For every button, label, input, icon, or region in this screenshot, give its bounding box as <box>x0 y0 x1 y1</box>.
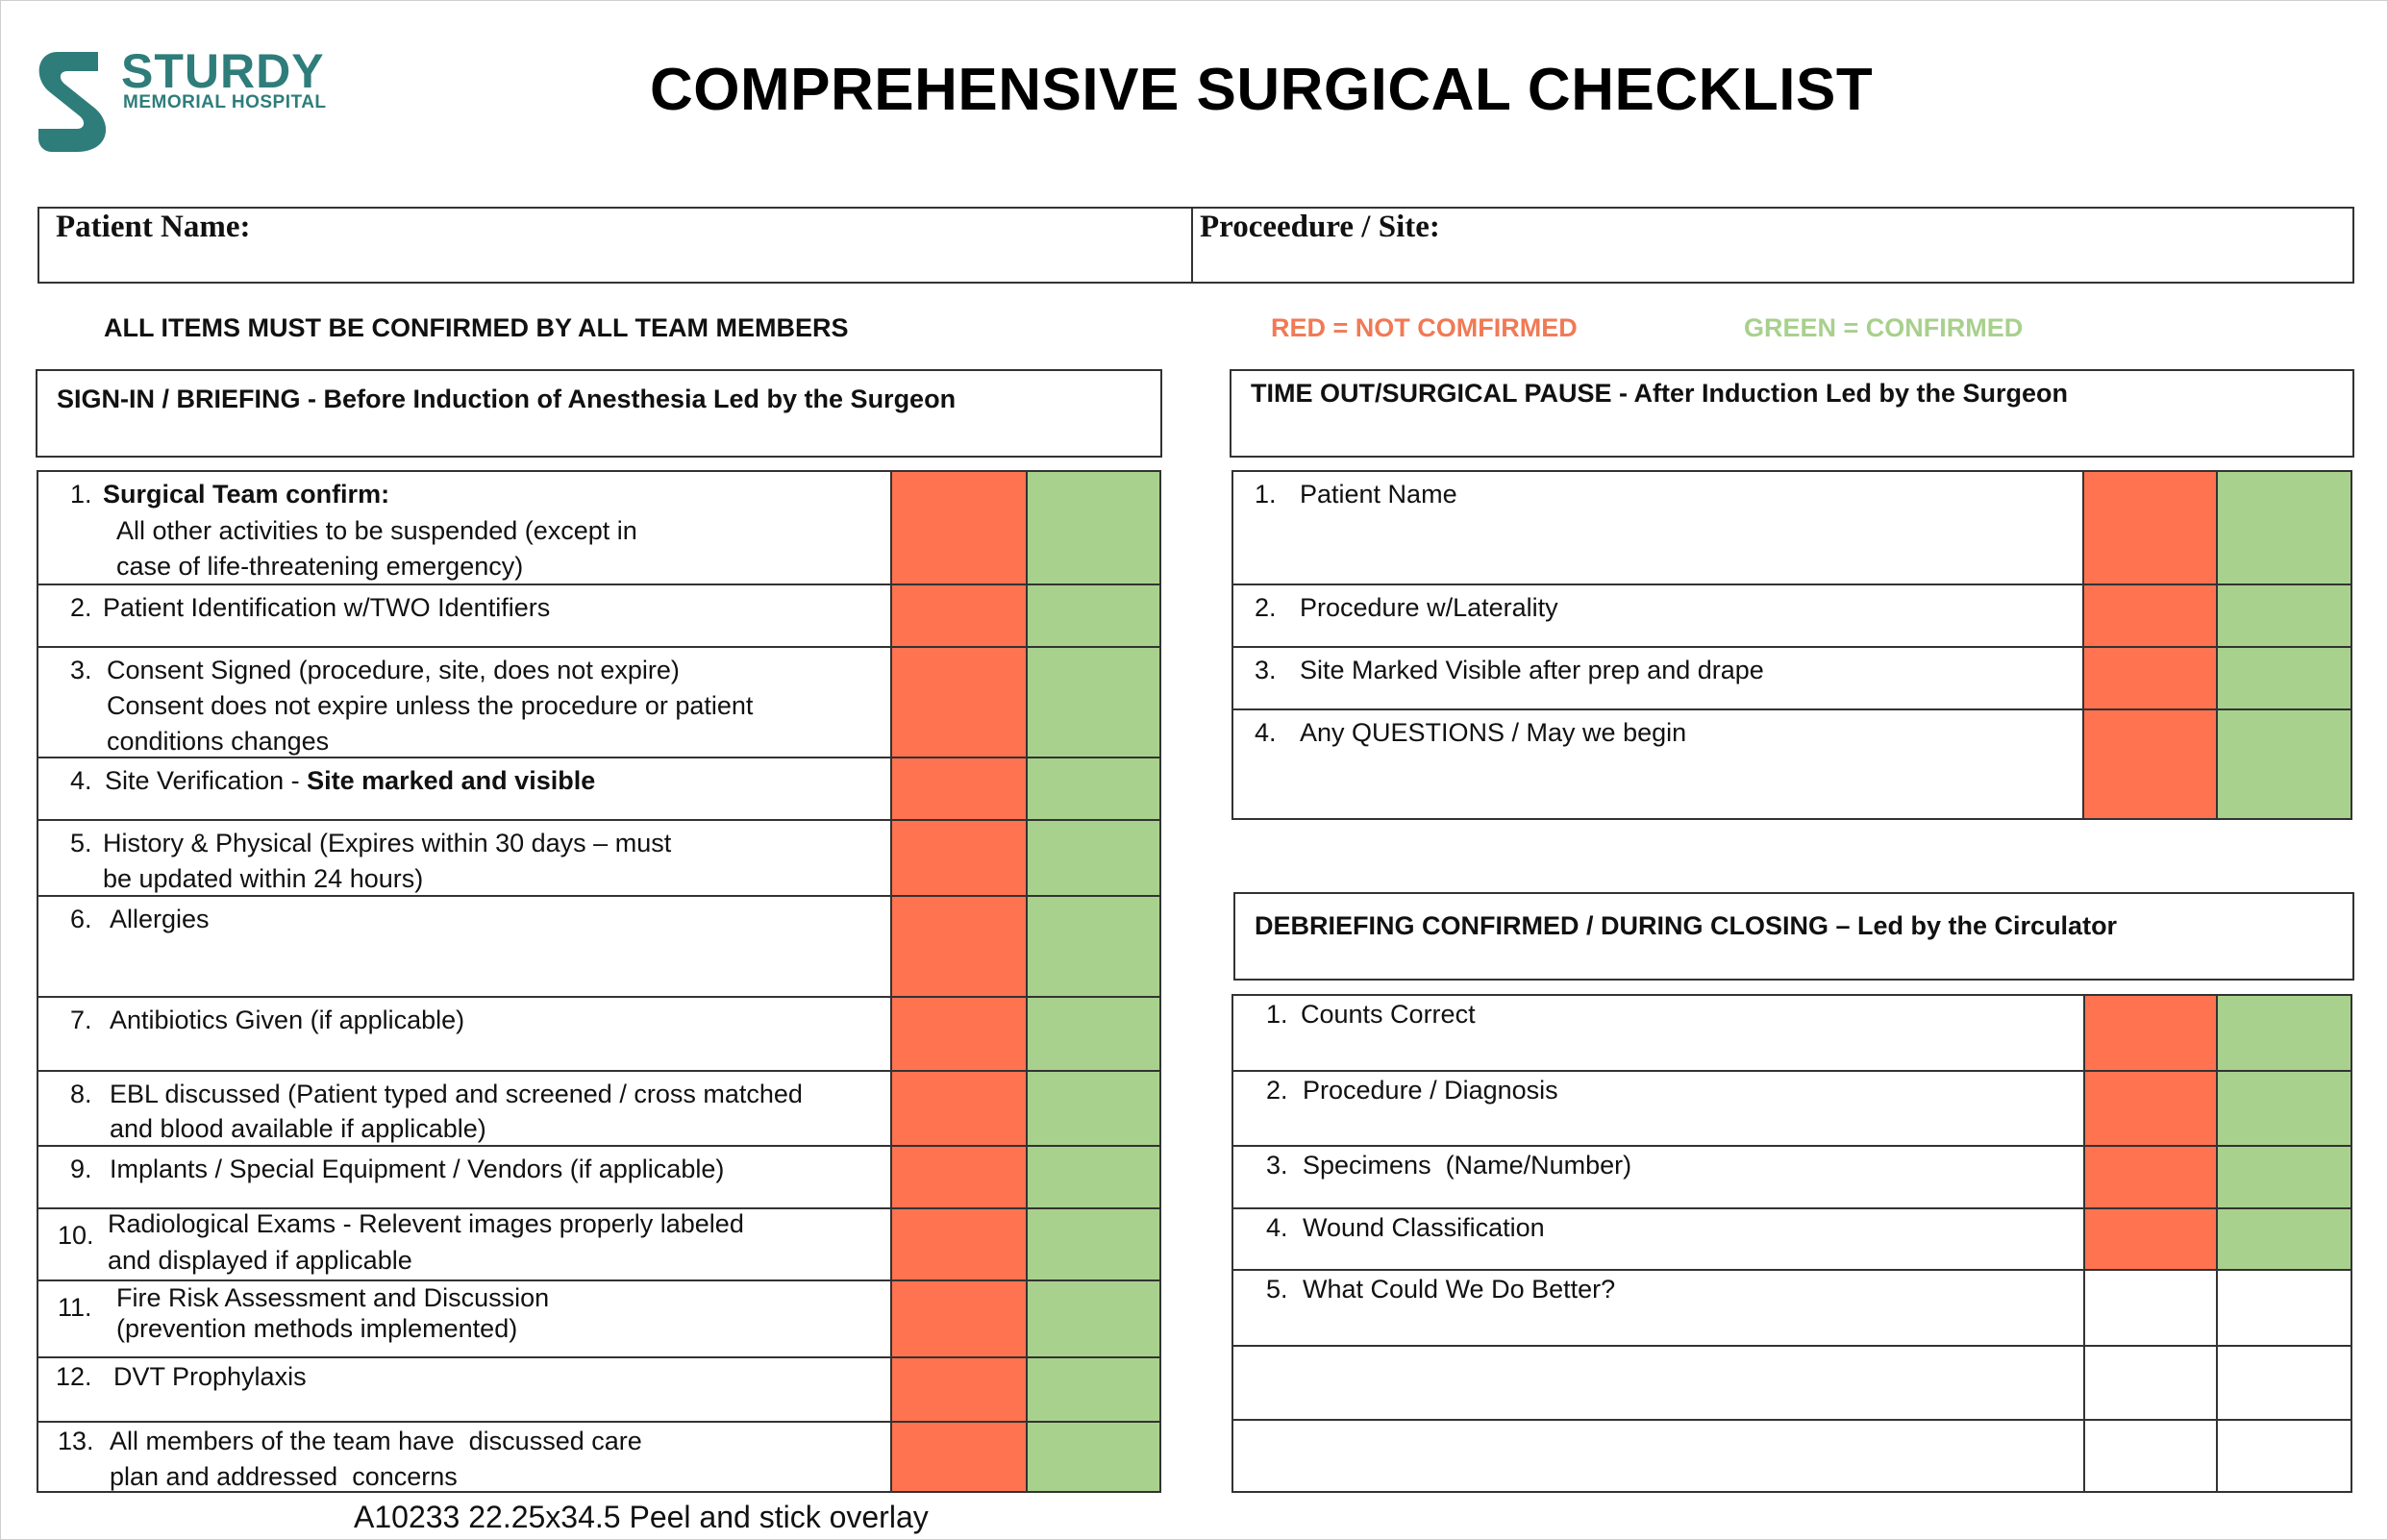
not-confirmed-cell[interactable] <box>2085 996 2216 1070</box>
not-confirmed-cell[interactable] <box>2085 1072 2216 1145</box>
confirmed-cell[interactable] <box>2218 472 2351 584</box>
sign-in-row-10: 10. Radiological Exams - Relevent images properly labeled and displayed if applicable <box>38 1209 1159 1279</box>
sign-in-header: SIGN-IN / BRIEFING - Before Induction of Anesthesia Led by the Surgeon <box>36 369 1162 458</box>
not-confirmed-cell[interactable] <box>892 897 1026 996</box>
confirmed-cell[interactable] <box>1028 821 1159 895</box>
not-confirmed-cell[interactable] <box>892 1209 1026 1279</box>
confirmed-cell[interactable] <box>1028 648 1159 758</box>
confirmed-cell[interactable] <box>2218 1209 2351 1269</box>
not-confirmed-cell[interactable] <box>2085 1209 2216 1269</box>
confirmed-cell[interactable] <box>2218 710 2351 818</box>
debriefing-table <box>1231 994 2352 1493</box>
footer-note: A10233 22.25x34.5 Peel and stick overlay <box>354 1500 929 1534</box>
sign-in-row-6: 6. Allergies <box>38 897 1159 996</box>
not-confirmed-cell[interactable] <box>892 648 1026 758</box>
sign-in-row-2: 2. Patient Identification w/TWO Identifiers <box>38 585 1159 647</box>
confirmation-notice: ALL ITEMS MUST BE CONFIRMED BY ALL TEAM MEMBERS <box>104 313 849 342</box>
sign-in-row-11: 11. Fire Risk Assessment and Discussion (prevention methods implemented) <box>38 1281 1159 1356</box>
sign-in-table <box>37 470 1161 1493</box>
confirmed-cell[interactable] <box>1028 897 1159 996</box>
not-confirmed-cell[interactable] <box>892 585 1026 647</box>
sign-in-row-5: 5. History & Physical (Expires within 30 days – must be updated within 24 hours) <box>38 821 1159 895</box>
empty-cell[interactable] <box>2218 1271 2351 1345</box>
not-confirmed-cell[interactable] <box>2084 648 2216 708</box>
procedure-site-field[interactable]: Proceedure / Site: <box>1200 210 1440 244</box>
debriefing-row-1: 1. Counts Correct <box>1233 996 2351 1070</box>
patient-info-box <box>37 207 2354 284</box>
confirmed-cell[interactable] <box>1028 1209 1159 1279</box>
confirmed-cell[interactable] <box>2218 1072 2351 1145</box>
time-out-row-4: 4. Any QUESTIONS / May we begin <box>1233 710 2351 818</box>
confirmed-cell[interactable] <box>1028 1147 1159 1207</box>
empty-cell[interactable] <box>2085 1271 2216 1345</box>
sign-in-row-8: 8. EBL discussed (Patient typed and screened / cross matched and blood available if applicable) <box>38 1072 1159 1145</box>
not-confirmed-cell[interactable] <box>892 472 1026 584</box>
sign-in-row-13: 13. All members of the team have discussed care plan and addressed concerns <box>38 1423 1159 1491</box>
sign-in-row-4: 4. Site Verification - Site marked and visible <box>38 758 1159 820</box>
confirmed-cell[interactable] <box>1028 585 1159 647</box>
confirmed-cell[interactable] <box>1028 472 1159 584</box>
confirmed-cell[interactable] <box>2218 585 2351 646</box>
confirmed-cell[interactable] <box>1028 1281 1159 1356</box>
confirmed-cell[interactable] <box>1028 758 1159 820</box>
logo-name: STURDY <box>121 44 325 98</box>
not-confirmed-cell[interactable] <box>892 1281 1026 1356</box>
sign-in-row-9: 9. Implants / Special Equipment / Vendors (if applicable) <box>38 1147 1159 1207</box>
debriefing-row-blank-1 <box>1233 1347 2351 1419</box>
debriefing-row-blank-2 <box>1233 1421 2351 1491</box>
logo-subtitle: MEMORIAL HOSPITAL <box>123 92 327 112</box>
confirmed-cell[interactable] <box>1028 1072 1159 1145</box>
sign-in-row-1: 1. Surgical Team confirm: All other activities to be suspended (except in case of life-threatening emergency) <box>38 472 1159 584</box>
time-out-row-3: 3. Site Marked Visible after prep and drape <box>1233 648 2351 708</box>
not-confirmed-cell[interactable] <box>892 1358 1026 1421</box>
not-confirmed-cell[interactable] <box>892 1147 1026 1207</box>
sign-in-row-7: 7. Antibiotics Given (if applicable) <box>38 998 1159 1070</box>
not-confirmed-cell[interactable] <box>892 1072 1026 1145</box>
not-confirmed-cell[interactable] <box>2084 710 2216 818</box>
not-confirmed-cell[interactable] <box>2085 1147 2216 1207</box>
time-out-table <box>1231 470 2352 820</box>
confirmed-cell[interactable] <box>1028 1358 1159 1421</box>
not-confirmed-cell[interactable] <box>2084 585 2216 646</box>
debriefing-row-3: 3. Specimens (Name/Number) <box>1233 1147 2351 1207</box>
not-confirmed-cell[interactable] <box>892 998 1026 1070</box>
confirmed-cell[interactable] <box>1028 998 1159 1070</box>
time-out-row-2: 2. Procedure w/Laterality <box>1233 585 2351 646</box>
debriefing-row-5: 5. What Could We Do Better? <box>1233 1271 2351 1345</box>
debriefing-row-4: 4. Wound Classification <box>1233 1209 2351 1269</box>
hospital-logo-icon <box>38 52 113 152</box>
confirmed-cell[interactable] <box>2218 1147 2351 1207</box>
patient-name-field[interactable]: Patient Name: <box>56 210 251 244</box>
legend-red: RED = NOT COMFIRMED <box>1271 313 1578 342</box>
not-confirmed-cell[interactable] <box>2084 472 2216 584</box>
sign-in-row-12: 12. DVT Prophylaxis <box>38 1358 1159 1421</box>
confirmed-cell[interactable] <box>2218 996 2351 1070</box>
time-out-header: TIME OUT/SURGICAL PAUSE - After Induction Led by the Surgeon <box>1230 369 2354 458</box>
confirmed-cell[interactable] <box>2218 648 2351 708</box>
confirmed-cell[interactable] <box>1028 1423 1159 1491</box>
time-out-row-1: 1. Patient Name <box>1233 472 2351 584</box>
legend-green: GREEN = CONFIRMED <box>1744 313 2024 342</box>
not-confirmed-cell[interactable] <box>892 1423 1026 1491</box>
sign-in-row-3: 3. Consent Signed (procedure, site, does not expire) Consent does not expire unless the procedure or patient conditions changes <box>38 648 1159 758</box>
not-confirmed-cell[interactable] <box>892 821 1026 895</box>
debriefing-row-2: 2. Procedure / Diagnosis <box>1233 1072 2351 1145</box>
not-confirmed-cell[interactable] <box>892 758 1026 820</box>
patient-info-divider <box>1191 207 1193 284</box>
debriefing-header: DEBRIEFING CONFIRMED / DURING CLOSING – Led by the Circulator <box>1233 892 2354 981</box>
